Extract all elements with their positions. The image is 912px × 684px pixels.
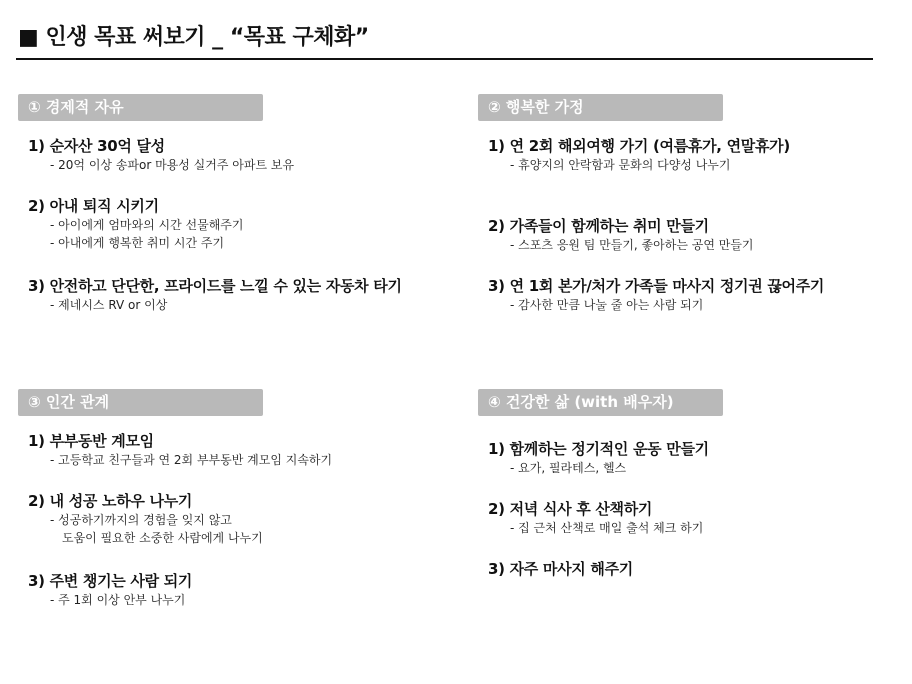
goal-title: 3) 주변 챙기는 사람 되기 — [28, 572, 193, 590]
section-header: ① 경제적 자유 — [18, 94, 263, 121]
goal-title: 1) 순자산 30억 달성 — [28, 137, 165, 155]
goal-detail: - 고등학교 친구들과 연 2회 부부동반 계모임 지속하기 — [50, 453, 333, 467]
goal-detail: - 스포츠 응원 팀 만들기, 좋아하는 공연 만들기 — [510, 238, 754, 252]
goal-detail: - 성공하기까지의 경험을 잊지 않고 — [50, 513, 232, 527]
goal-item — [28, 571, 192, 609]
goal-title: 3) 연 1회 본가/처가 가족들 마사지 정기권 끊어주기 — [488, 277, 825, 295]
goal-detail-continued: 도움이 필요한 소중한 사람에게 나누기 — [62, 531, 263, 545]
goal-detail: - 제네시스 RV or 이상 — [50, 298, 168, 312]
goal-item — [488, 439, 709, 477]
goal-detail: - 주 1회 이상 안부 나누기 — [50, 593, 186, 607]
section-economic-freedom — [18, 94, 438, 334]
section-happy-family — [478, 94, 898, 334]
goal-title: 2) 아내 퇴직 시키기 — [28, 197, 159, 215]
goal-item — [28, 136, 294, 174]
section-header: ③ 인간 관계 — [18, 389, 263, 416]
goal-detail: - 집 근처 산책로 매일 출석 체크 하기 — [510, 521, 704, 535]
goal-item — [488, 559, 633, 579]
goal-item — [28, 196, 243, 252]
goal-detail: - 요가, 필라테스, 헬스 — [510, 461, 627, 475]
goal-title: 1) 함께하는 정기적인 운동 만들기 — [488, 440, 709, 458]
goal-detail: - 20억 이상 송파or 마용성 실거주 아파트 보유 — [50, 158, 295, 172]
goal-item — [28, 431, 332, 469]
section-header: ④ 건강한 삶 (with 배우자) — [478, 389, 723, 416]
goal-title: 3) 자주 마사지 해주기 — [488, 560, 633, 578]
goal-item — [488, 216, 754, 254]
goal-item — [488, 136, 790, 174]
goal-title: 2) 내 성공 노하우 나누기 — [28, 492, 193, 510]
goal-item — [488, 276, 824, 314]
goal-title: 2) 가족들이 함께하는 취미 만들기 — [488, 217, 709, 235]
goal-detail: - 아이에게 엄마와의 시간 선물해주기 — [50, 218, 244, 232]
goal-title: 2) 저녁 식사 후 산책하기 — [488, 500, 653, 518]
goal-title: 1) 연 2회 해외여행 가기 (여름휴가, 연말휴가) — [488, 137, 790, 155]
section-healthy-life — [478, 389, 898, 619]
goal-item — [488, 499, 703, 537]
title-divider — [16, 58, 873, 60]
goal-detail: - 아내에게 행복한 취미 시간 주기 — [50, 236, 225, 250]
goal-item — [28, 491, 263, 547]
goal-item — [28, 276, 402, 314]
goal-title: 3) 안전하고 단단한, 프라이드를 느낄 수 있는 자동차 타기 — [28, 277, 402, 295]
goal-title: 1) 부부동반 계모임 — [28, 432, 154, 450]
page-title: ■ 인생 목표 써보기 _ “목표 구체화” — [18, 25, 369, 50]
goal-detail: - 휴양지의 안락함과 문화의 다양성 나누기 — [510, 158, 731, 172]
section-relationships — [18, 389, 438, 619]
goal-detail: - 감사한 만큼 나눌 줄 아는 사람 되기 — [510, 298, 704, 312]
section-header: ② 행복한 가정 — [478, 94, 723, 121]
